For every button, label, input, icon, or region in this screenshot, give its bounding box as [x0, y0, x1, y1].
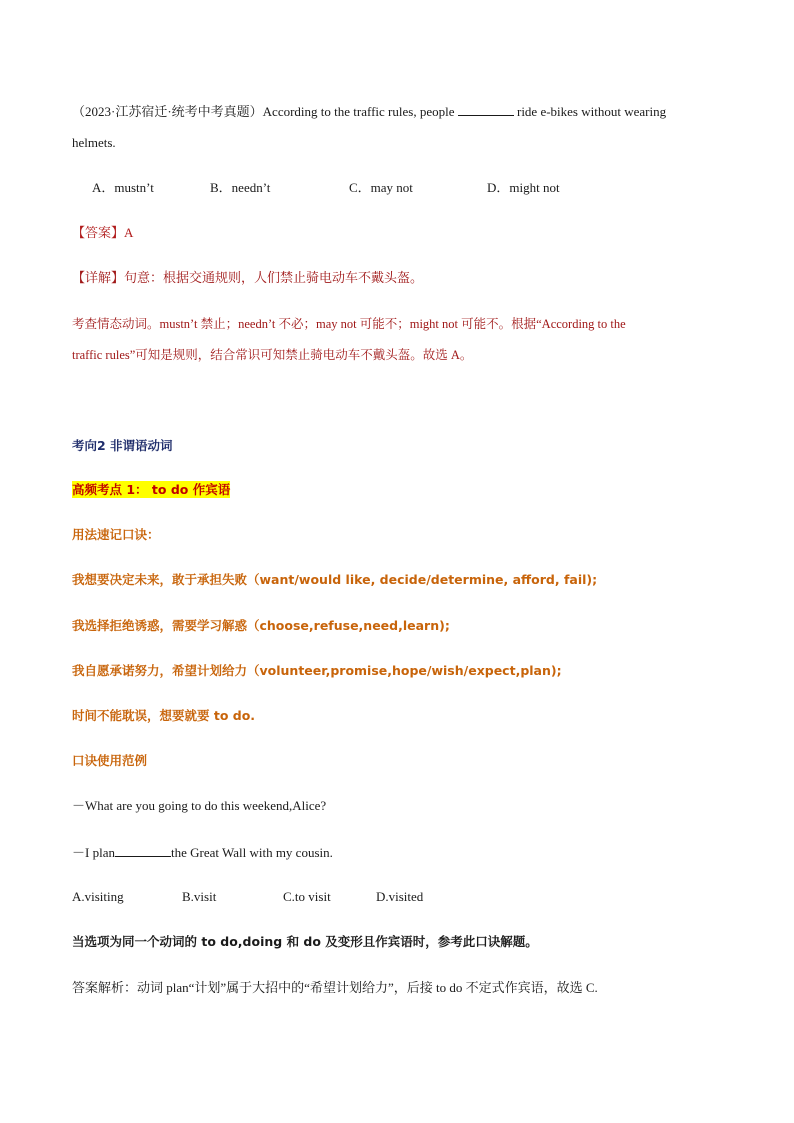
- option-d: D．might not: [487, 180, 560, 195]
- option-b: B．needn’t: [210, 180, 271, 195]
- example-heading: 口诀使用范例: [72, 753, 148, 768]
- example-option-b: B.visit: [182, 889, 217, 904]
- question-stem: [72, 102, 754, 121]
- answer-value: A: [124, 225, 134, 240]
- question-stem-before: According to the traffic rules, people: [262, 104, 458, 119]
- example-analysis: 答案解析：动词 plan“计划”属于大招中的“希望计划给力”，后接 to do 不定式作宾语，故选 C.: [72, 980, 598, 995]
- answer-label: 【答案】: [72, 226, 125, 241]
- question-stem-line2: helmets.: [72, 135, 116, 150]
- mnemonic-line-1: 我想要决定未来，敢于承担失败（want/would like, decide/determine, afford, fail);: [72, 572, 598, 587]
- example-blank: [115, 843, 171, 857]
- example-tip: 当选项为同一个动词的 to do,doing 和 do 及变形且作宾语时，参考此口诀解题。: [72, 934, 538, 949]
- option-a: A．mustn’t: [92, 180, 154, 195]
- section-title: 考向2 非谓语动词: [72, 438, 173, 453]
- detail-line3: traffic rules”可知是规则，结合常识可知禁止骑电动车不戴头盔。故选 A。: [72, 348, 473, 362]
- answer-blank: [458, 102, 514, 116]
- example-option-d: D.visited: [376, 889, 424, 904]
- detail-line2: 考查情态动词。mustn’t 禁止；needn’t 不必；may not 可能不；might not 可能不。根据“According to the: [72, 317, 626, 331]
- example-option-c: C.to visit: [283, 889, 331, 904]
- mnemonic-heading: 用法速记口诀：: [72, 527, 160, 542]
- mnemonic-line-4: 时间不能耽误，想要就要 to do.: [72, 708, 256, 723]
- answer-line: [72, 224, 754, 243]
- option-c: C．may not: [349, 180, 413, 195]
- example-dialog-2: [72, 843, 754, 862]
- example-dialog-2-after: the Great Wall with my cousin.: [170, 845, 333, 860]
- point-line: [72, 481, 754, 499]
- mnemonic-line-3: 我自愿承诺努力，希望计划给力（volunteer,promise,hope/wish/expect,plan);: [72, 663, 562, 678]
- example-dialog-1: －What are you going to do this weekend,Alice?: [72, 798, 327, 813]
- point-label: 高频考点 1： to do 作宾语: [72, 482, 231, 497]
- question-source: （2023·江苏宿迁·统考中考真题）: [72, 104, 263, 119]
- mnemonic-line-2: 我选择拒绝诱惑，需要学习解惑（choose,refuse,need,learn);: [72, 618, 450, 633]
- detail-label: 【详解】: [72, 271, 125, 286]
- question-stem-after: ride e-bikes without wearing: [513, 104, 667, 119]
- example-dialog-2-before: －I plan: [72, 845, 115, 860]
- detail-line1: [72, 269, 754, 288]
- detail-meaning: 句意：根据交通规则，人们禁止骑电动车不戴头盔。: [124, 271, 424, 286]
- example-option-a: A.visiting: [72, 889, 124, 904]
